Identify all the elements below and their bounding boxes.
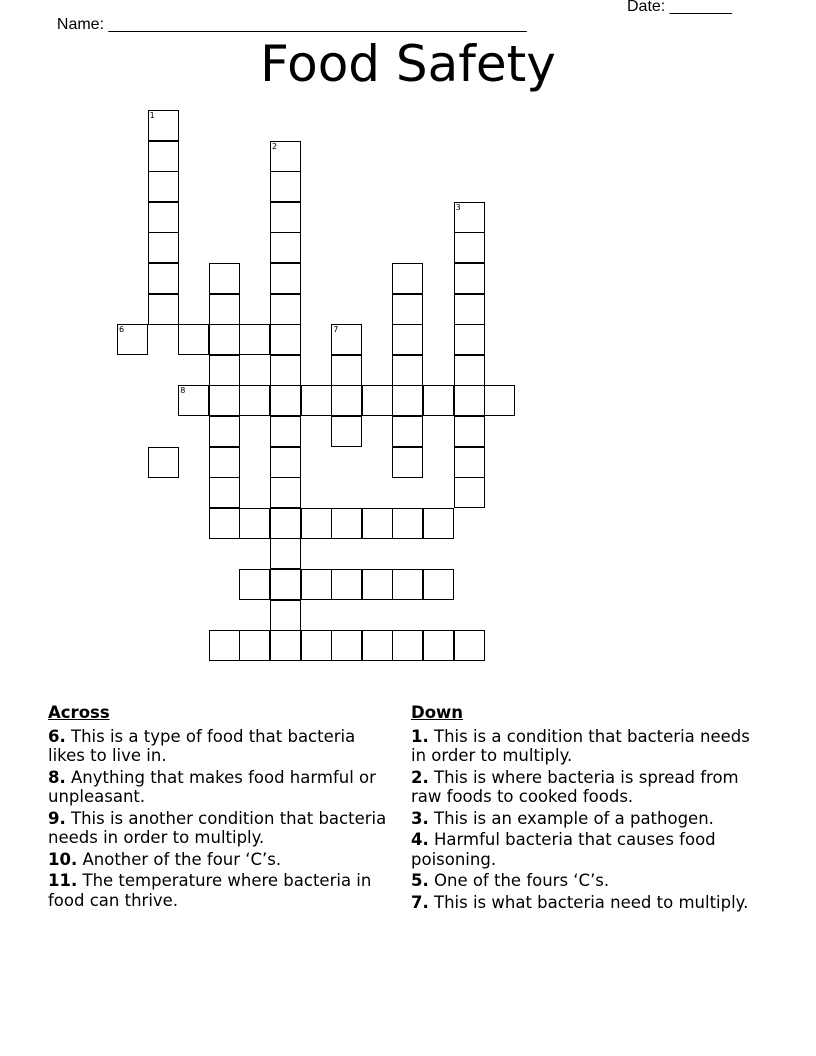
crossword-cell[interactable] (392, 447, 423, 478)
crossword-cell[interactable] (148, 447, 179, 478)
crossword-cell[interactable] (148, 110, 179, 141)
crossword-cell[interactable] (270, 171, 301, 202)
clue-number-label: 2. (411, 767, 429, 787)
crossword-cell[interactable] (270, 263, 301, 294)
clue-number-label: 11. (48, 871, 78, 890)
crossword-cell[interactable] (239, 385, 270, 416)
clue-text: One of the fours ‘C’s. (434, 871, 610, 890)
crossword-cell[interactable] (392, 508, 423, 539)
crossword-cell[interactable] (454, 324, 485, 355)
crossword-cell[interactable] (209, 294, 240, 325)
clue-text: This is a type of food that bacteria likes to live in. (48, 726, 356, 765)
across-heading: Across (48, 703, 110, 722)
clue-number-label: 3. (411, 808, 429, 828)
crossword-cell[interactable] (270, 385, 301, 416)
clue-text: Harmful bacteria that causes food poisoning. (411, 830, 716, 869)
crossword-cell[interactable] (362, 385, 393, 416)
clue-number-label: 6. (48, 726, 66, 746)
crossword-cell[interactable] (392, 355, 423, 386)
crossword-cell[interactable] (454, 263, 485, 294)
crossword-cell[interactable] (270, 538, 301, 569)
crossword-cell[interactable] (270, 294, 301, 325)
clue-number-label: 7. (411, 892, 429, 912)
crossword-cell[interactable] (270, 324, 301, 355)
clue-number-label: 9. (48, 808, 66, 828)
crossword-cell[interactable] (270, 141, 301, 172)
down-clue-list (411, 727, 756, 913)
crossword-cell[interactable] (239, 508, 270, 539)
crossword-cell[interactable] (270, 416, 301, 447)
clue-text: This is a condition that bacteria needs in order to multiply. (411, 726, 750, 765)
down-heading: Down (411, 703, 464, 722)
across-clue (48, 768, 393, 807)
crossword-cell[interactable] (301, 630, 332, 661)
crossword-cell[interactable] (392, 294, 423, 325)
crossword-cell[interactable] (117, 324, 148, 355)
crossword-cell[interactable] (148, 263, 179, 294)
crossword-cell[interactable] (270, 355, 301, 386)
clue-text: Another of the four ‘C’s. (82, 849, 282, 869)
crossword-cell[interactable] (148, 232, 179, 263)
crossword-cell[interactable] (331, 385, 362, 416)
crossword-cell[interactable] (392, 630, 423, 661)
crossword-cell[interactable] (331, 416, 362, 447)
crossword-cell[interactable] (209, 447, 240, 478)
across-clue (48, 727, 393, 766)
crossword-cell[interactable] (270, 600, 301, 631)
crossword-cell[interactable] (454, 630, 485, 661)
crossword-cell[interactable] (148, 171, 179, 202)
crossword-cell[interactable] (209, 355, 240, 386)
across-clue (48, 850, 393, 870)
crossword-cell[interactable] (209, 416, 240, 447)
crossword-cell[interactable] (209, 477, 240, 508)
down-clue (411, 893, 756, 913)
across-clue (48, 809, 393, 848)
crossword-cell[interactable] (454, 232, 485, 263)
crossword-cell[interactable] (270, 630, 301, 661)
clue-number-label: 1. (411, 726, 429, 746)
crossword-cell[interactable] (331, 569, 362, 600)
crossword-cell[interactable] (454, 477, 485, 508)
crossword-cell[interactable] (362, 508, 393, 539)
page-title: Food Safety (260, 35, 556, 93)
clue-number: 3 (455, 202, 461, 212)
crossword-cell[interactable] (454, 202, 485, 233)
crossword-cell[interactable] (331, 324, 362, 355)
clue-number: 6 (119, 325, 125, 335)
down-clues (411, 703, 756, 914)
crossword-cell[interactable] (270, 508, 301, 539)
down-clue (411, 871, 756, 891)
crossword-cell[interactable] (148, 294, 179, 325)
crossword-cell[interactable] (331, 355, 362, 386)
crossword-cell[interactable] (362, 569, 393, 600)
across-clue-list (48, 727, 393, 911)
crossword-cell[interactable] (270, 447, 301, 478)
down-clue (411, 727, 756, 766)
crossword-cell[interactable] (331, 508, 362, 539)
name-field-label: Name: _______________________________________________ (56, 16, 527, 33)
crossword-cell[interactable] (148, 141, 179, 172)
crossword-cell[interactable] (301, 569, 332, 600)
clue-number: 2 (272, 141, 278, 151)
crossword-cell[interactable] (239, 630, 270, 661)
crossword-cell[interactable] (209, 324, 240, 355)
crossword-cell[interactable] (454, 355, 485, 386)
crossword-cell[interactable] (392, 263, 423, 294)
crossword-cell[interactable] (392, 324, 423, 355)
crossword-cell[interactable] (423, 569, 454, 600)
crossword-cell[interactable] (209, 508, 240, 539)
crossword-cell[interactable] (331, 630, 362, 661)
down-clue (411, 830, 756, 869)
crossword-cell[interactable] (301, 508, 332, 539)
crossword-cell[interactable] (270, 477, 301, 508)
crossword-cell[interactable] (454, 447, 485, 478)
crossword-cell[interactable] (239, 569, 270, 600)
down-clue (411, 809, 756, 829)
clue-text: This is an example of a pathogen. (434, 808, 714, 828)
crossword-cell[interactable] (270, 569, 301, 600)
crossword-cell[interactable] (178, 324, 209, 355)
crossword-cell[interactable] (209, 630, 240, 661)
down-clue (411, 768, 756, 807)
clue-number-label: 4. (411, 830, 429, 849)
clue-text: This is another condition that bacteria needs in order to multiply. (48, 808, 387, 847)
clue-text: This is where bacteria is spread from raw foods to cooked foods. (411, 767, 739, 806)
clue-number: 1 (149, 111, 155, 120)
crossword-cell[interactable] (484, 385, 515, 416)
crossword-cell[interactable] (454, 416, 485, 447)
clue-number-label: 10. (48, 849, 78, 869)
crossword-cell[interactable] (362, 630, 393, 661)
crossword-cell[interactable] (454, 385, 485, 416)
crossword-cell[interactable] (270, 232, 301, 263)
crossword-cell[interactable] (392, 385, 423, 416)
clue-number: 8 (180, 386, 186, 396)
date-field-label: Date: _______ (627, 0, 732, 15)
crossword-cell[interactable] (239, 324, 270, 355)
crossword-cell[interactable] (178, 385, 209, 416)
crossword-cell[interactable] (454, 294, 485, 325)
across-clues (48, 703, 393, 912)
clue-number-label: 5. (411, 871, 429, 890)
crossword-cell[interactable] (301, 385, 332, 416)
across-clue (48, 871, 393, 910)
clue-text: Anything that makes food harmful or unpleasant. (48, 767, 376, 806)
crossword-cell[interactable] (423, 508, 454, 539)
clue-text: This is what bacteria need to multiply. (434, 892, 749, 912)
clue-text: The temperature where bacteria in food can thrive. (48, 871, 372, 910)
clue-number-label: 8. (48, 767, 66, 787)
crossword-cell[interactable] (392, 569, 423, 600)
crossword-cell[interactable] (209, 385, 240, 416)
crossword-cell[interactable] (209, 263, 240, 294)
clue-number: 7 (333, 325, 339, 335)
crossword-cell[interactable] (392, 416, 423, 447)
crossword-cell[interactable] (423, 630, 454, 661)
crossword-cell[interactable] (270, 202, 301, 233)
crossword-cell[interactable] (148, 202, 179, 233)
crossword-cell[interactable] (423, 385, 454, 416)
